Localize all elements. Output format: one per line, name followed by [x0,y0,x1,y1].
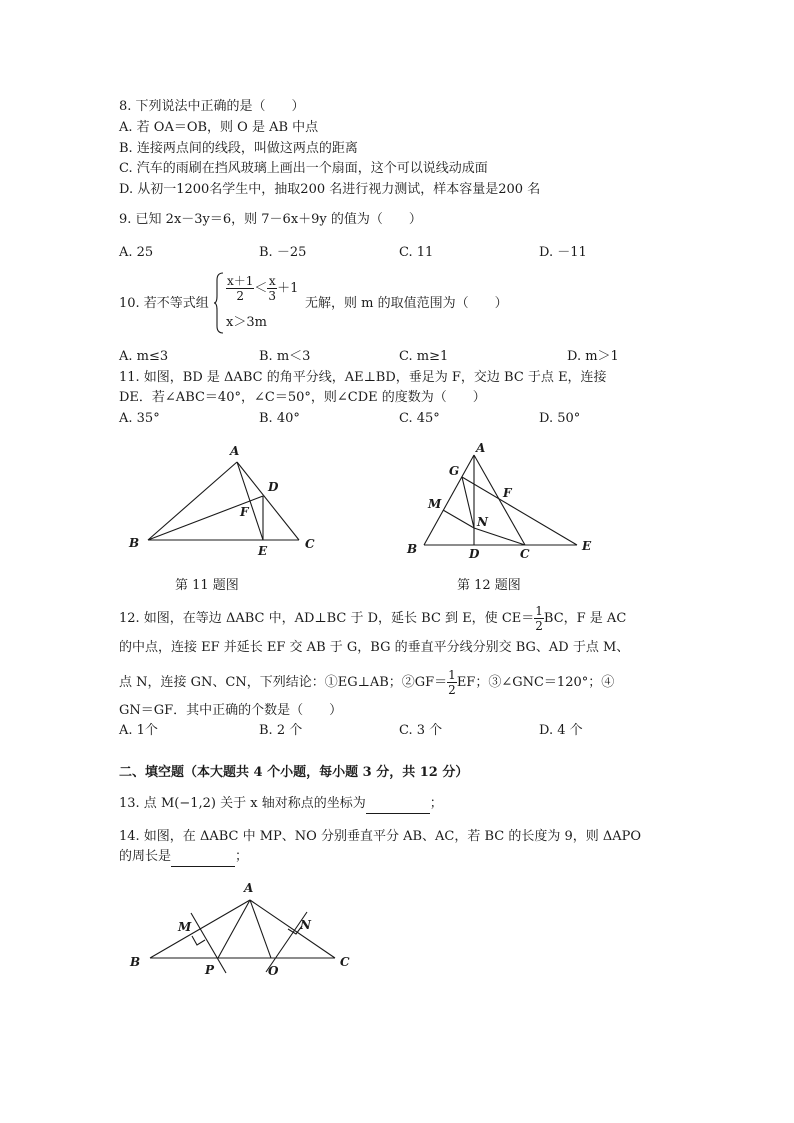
q8-option-d: D. 从初一1200名学生中，抽取200 名进行视力测试，样本容量是200 名 [119,182,541,197]
fig12-label-b: B [407,542,418,556]
q12-option-d: D. 4 个 [539,723,583,738]
fig12-label-e: E [582,539,592,553]
fig14-label-c: C [340,955,350,969]
fig12-label-n: N [477,515,488,529]
q8-option-b: B. 连接两点间的线段，叫做这两点的距离 [119,141,358,156]
q10-inequality-1: $\frac{x+1}{2}$ ＜ $\frac{x}{3}$ ＋1 [227,274,299,303]
fig11-label-c: C [305,537,315,551]
q10-frac-1: $\frac{x+1}{2}$ [227,274,254,303]
q13-line: 13. 点 M(−1,2) 关于 x 轴对称点的坐标为 ； [119,795,443,814]
q11-option-d: D. 50° [539,411,581,426]
q12-line-2: 的中点，连接 EF 并延长 EF 交 AB 于 G，BG 的垂直平分线分别交 BG、AD 于点 M、 [119,640,630,655]
q11-line-1: 11. 如图，BD 是 ΔABC 的角平分线，AE⊥BD，垂足为 F，交边 BC 于点 E，连接 [119,370,607,385]
q12-option-a: A. 1个 [119,723,158,738]
q9-option-d: D. －11 [539,245,587,260]
fig12-label-a: A [476,441,486,455]
section-2-title: 二、填空题（本大题共 4 个小题，每小题 3 分，共 12 分） [119,765,469,780]
q10-option-b: B. m＜3 [259,349,311,364]
fig14-label-n: N [300,918,311,932]
q11-option-b: B. 40° [259,411,300,426]
fig14-right-angle-m [192,936,205,945]
q9-option-a: A. 25 [119,245,154,260]
fig12-caption: 第 12 题图 [457,578,521,593]
q10-option-d: D. m＞1 [567,349,619,364]
fig14-label-m: M [178,920,192,934]
q10-prefix: 10. 若不等式组 [119,296,209,311]
q12-line-1: 12. 如图，在等边 ΔABC 中，AD⊥BC 于 D，延长 BC 到 E，使 CE＝ $\frac{1}{2}$ BC，F 是 AC [119,604,627,633]
q10-frac-2: $\frac{x}{3}$ [268,274,277,303]
fig12-label-m: M [428,497,442,511]
q9-stem: 9. 已知 2x－3y＝6，则 7－6x＋9y 的值为（ ） [119,212,422,227]
fig11-label-b: B [129,536,140,550]
q11-option-c: C. 45° [399,411,440,426]
q14-line-2: 的周长是 ； [119,848,248,867]
fig12-label-f: F [503,486,512,500]
fig11-label-a: A [230,444,240,458]
q8-option-c: C. 汽车的雨刷在挡风玻璃上画出一个扇面，这个可以说线动成面 [119,161,488,176]
fig12-label-d: D [469,547,480,561]
q11-line-2: DE．若∠ABC＝40°，∠C＝50°，则∠CDE 的度数为（ ） [119,390,486,405]
q10-option-c: C. m≥1 [399,349,449,364]
fig12-label-g: G [449,464,460,478]
fig11-label-d: D [268,480,279,494]
q8-option-a: A. 若 OA＝OB，则 O 是 AB 中点 [119,120,319,135]
q12-frac-half-1: $\frac{1}{2}$ [535,604,543,633]
q9-option-b: B. －25 [259,245,307,260]
fig11-label-f: F [240,505,249,519]
q12-line-3: 点 N，连接 GN、CN，下列结论：①EG⊥AB；②GF＝ $\frac{1}{2}$ EF；③∠GNC＝120°；④ [119,668,615,697]
fig14-label-a: A [244,881,254,895]
q14-line-1: 14. 如图，在 ΔABC 中 MP、NO 分别垂直平分 AB、AC，若 BC 的长度为 9，则 ΔAPO [119,829,642,844]
fig14-label-b: B [130,955,141,969]
q12-frac-half-2: $\frac{1}{2}$ [448,668,456,697]
fig14-segment-ac [250,900,335,958]
fig14-segment-ao [250,900,271,958]
fig14-label-p: P [205,963,215,977]
fig12-label-c: C [520,547,530,561]
q12-option-c: C. 3 个 [399,723,443,738]
q10-suffix: 无解，则 m 的取值范围为（ ） [305,296,508,311]
fig11-caption: 第 11 题图 [175,578,239,593]
q10-inequality-2: x＞3m [226,315,267,330]
q8-stem: 8. 下列说法中正确的是（ ） [119,99,305,114]
q11-option-a: A. 35° [119,411,160,426]
q9-option-c: C. 11 [399,245,434,260]
q12-option-b: B. 2 个 [259,723,303,738]
q10-option-a: A. m≤3 [119,349,169,364]
fig11-label-e: E [258,544,268,558]
q12-line-4: GN＝GF．其中正确的个数是（ ） [119,703,343,718]
fig14-label-o: O [268,964,279,978]
